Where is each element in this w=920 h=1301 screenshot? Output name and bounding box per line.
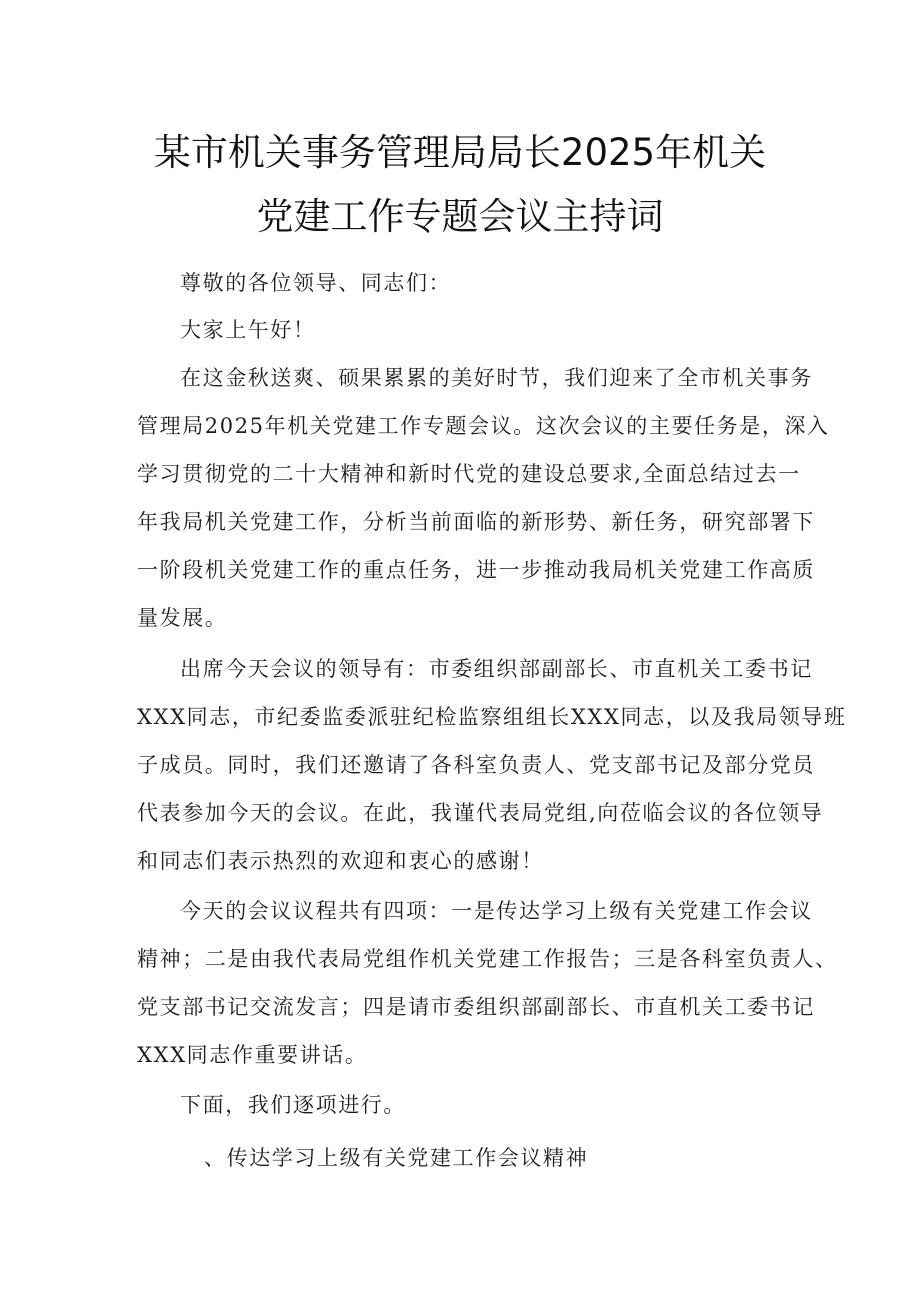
paragraph-2-line-5: 和同志们表示热烈的欢迎和衷心的感谢！ [137,849,544,873]
paragraph-3-line-1: 今天的会议议程共有四项：一是传达学习上级有关党建工作会议 [180,899,813,923]
paragraph-1-line-6: 量发展。 [137,606,228,630]
paragraph-1-line-1: 在这金秋送爽、硕果累累的美好时节，我们迎来了全市机关事务 [180,366,813,390]
document-title-line-1: 某市机关事务管理局局长2025年机关 [153,131,767,174]
salutation: 尊敬的各位领导、同志们： [180,271,452,295]
paragraph-1-line-2: 管理局2025年机关党建工作专题会议。这次会议的主要任务是，深入 [137,414,830,438]
paragraph-1-line-3: 学习贯彻党的二十大精神和新时代党的建设总要求,全面总结过去一 [137,462,801,486]
paragraph-3-line-3: 党支部书记交流发言；四是请市委组织部副部长、市直机关工委书记 [137,995,815,1019]
paragraph-3-line-4: XXX同志作重要讲话。 [137,1043,368,1067]
paragraph-1-line-4: 年我局机关党建工作，分析当前面临的新形势、新任务，研究部署下 [137,510,815,534]
paragraph-2-line-3: 子成员。同时，我们还邀请了各科室负责人、党支部书记及部分党员 [137,753,815,777]
paragraph-2-line-4: 代表参加今天的会议。在此，我谨代表局党组,向莅临会议的各位领导 [137,801,824,825]
section-heading: 、传达学习上级有关党建工作会议精神 [204,1146,589,1170]
document-title-line-2: 党建工作专题会议主持词 [256,195,664,238]
greeting: 大家上午好！ [180,318,316,342]
paragraph-2-line-1: 出席今天会议的领导有：市委组织部副部长、市直机关工委书记 [180,657,813,681]
paragraph-2-line-2: XXX同志，市纪委监委派驻纪检监察组组长XXX同志，以及我局领导班 [137,705,847,729]
paragraph-3-line-2: 精神；二是由我代表局党组作机关党建工作报告；三是各科室负责人、 [137,947,838,971]
paragraph-1-line-5: 一阶段机关党建工作的重点任务，进一步推动我局机关党建工作高质 [137,558,815,582]
paragraph-4: 下面，我们逐项进行。 [180,1093,406,1117]
